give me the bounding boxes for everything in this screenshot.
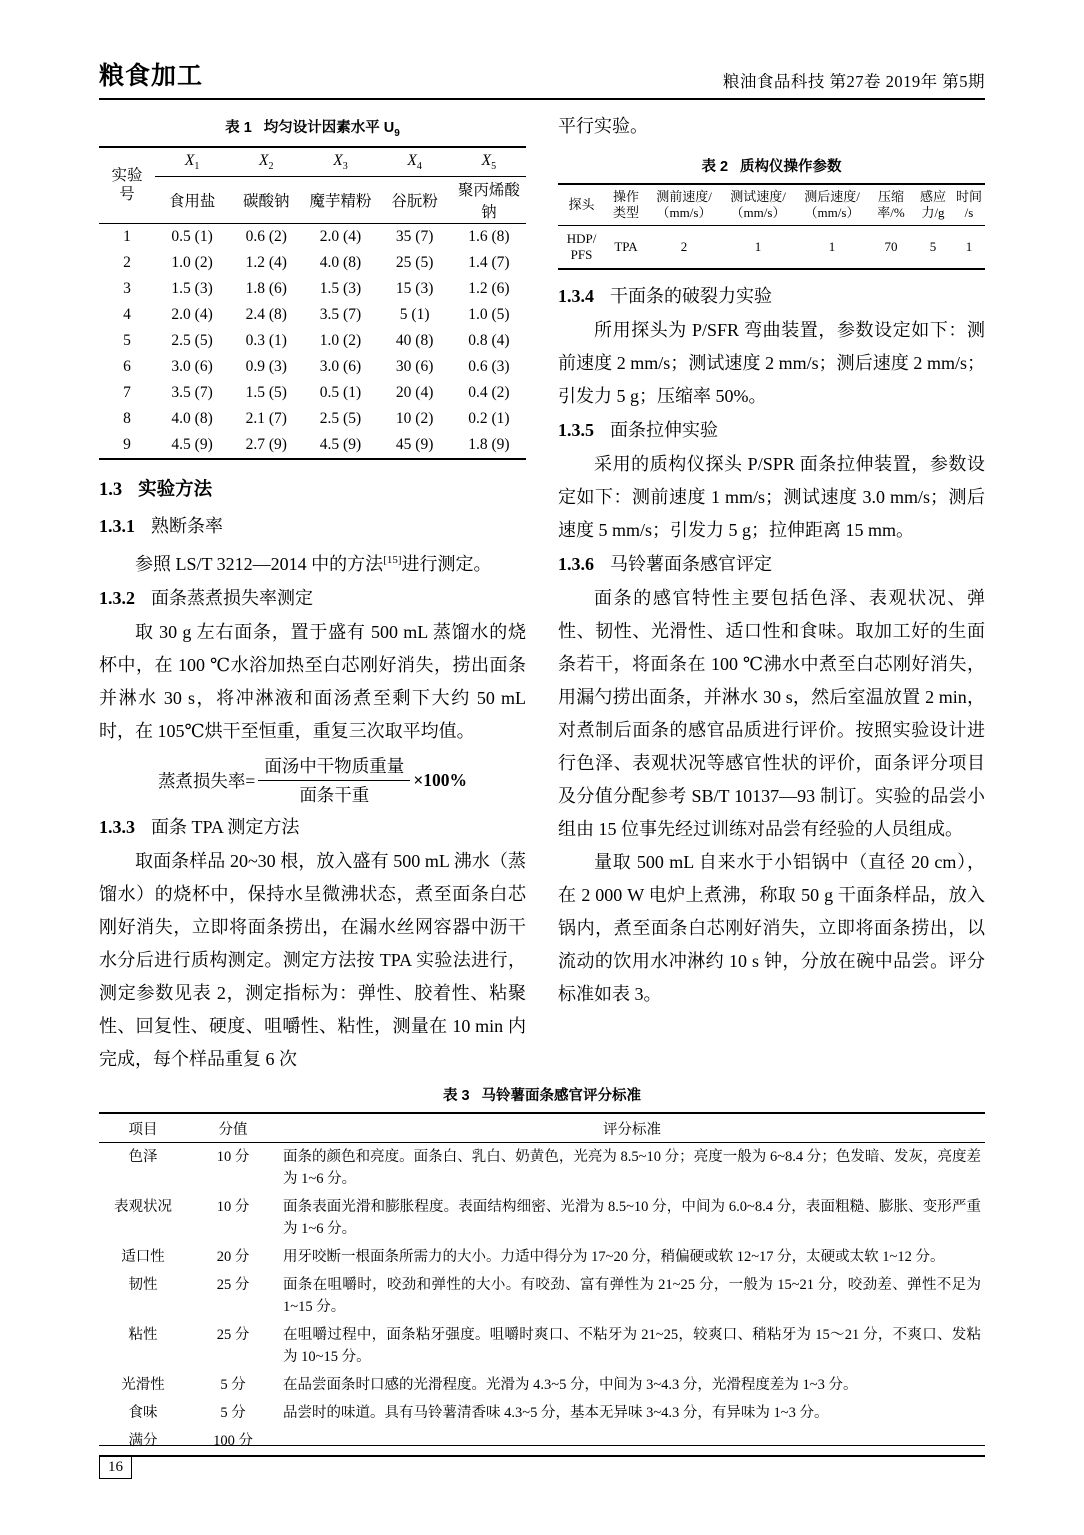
table3-header-score: 分值 — [187, 1113, 279, 1143]
table1-block — [99, 116, 526, 460]
table1-row-cell: 1.0 (5) — [468, 305, 510, 323]
section-number: 1.3.3 — [99, 816, 135, 837]
table3-header-criteria: 评分标准 — [279, 1113, 985, 1143]
table2-header-test-speed: 测试速度/ （mm/s） — [721, 184, 795, 226]
table1-row-cell: 0.5 (1) — [319, 383, 362, 401]
paragraph: 取面条样品 20~30 根，放入盛有 500 mL 沸水（蒸馏水）的烧杯中，保持水呈微沸状态，煮至面条白芯刚好消失，立即将面条捞出，在漏水丝网容器中沥干水分后进行质构测定。测定方法按 TPA 实验法进行，测定参数见表 2，测定指标为：弹性、胶着性、粘聚性、回复性、硬度、咀嚼性、粘性，测量在 10 min 内完成，每个样品重复 6 次 — [99, 850, 526, 1069]
table3-row-cell: 5 分 — [220, 1377, 246, 1393]
table1-row-cell: 1.0 (2) — [171, 253, 213, 271]
table3-row — [99, 1143, 985, 1194]
journal-issue-info: 粮油食品科技 第27卷 2019年 第5期 — [722, 72, 985, 91]
table3-row — [99, 1371, 985, 1399]
table2-cell: 2 — [680, 239, 688, 254]
table1-row-cell: 4.5 (9) — [319, 435, 362, 453]
table1-row-cell: 1.5 (5) — [245, 383, 287, 401]
table1-factor-soda: 碳酸钠 — [229, 176, 303, 223]
table3-row-cell: 25 分 — [216, 1327, 250, 1343]
table3-row-cell: 在咀嚼过程中，面条粘牙强度。咀嚼时爽口、不粘牙为 21~25，较爽口、稍粘牙为 15～21 分，不爽口、发粘为 10~15 分。 — [283, 1327, 981, 1365]
table1-row-cell: 8 — [123, 409, 131, 427]
table1-row-cell: 9 — [123, 435, 131, 453]
table1-header-x1: $X_1$ — [155, 147, 229, 177]
table2-cell-probe: HDP/ PFS — [566, 231, 597, 262]
table3-sensory-standard — [99, 1112, 985, 1457]
table1-row-cell: 2 — [123, 253, 131, 271]
table3-row-cell — [279, 1427, 985, 1456]
table3-row-cell: 用牙咬断一根面条所需力的大小。力适中得分为 17~20 分，稍偏硬或软 12~17 分，太硬或太软 1~12 分。 — [283, 1249, 945, 1265]
table3-row-cell: 100 分 — [213, 1433, 253, 1449]
section-number: 1.3.2 — [99, 587, 135, 608]
table3-row-cell: 粘性 — [128, 1327, 158, 1343]
section-title: 实验方法 — [138, 477, 213, 499]
table2-block — [558, 155, 985, 270]
table1-row-cell: 0.2 (1) — [468, 409, 510, 427]
formula-fraction — [258, 755, 410, 806]
table2-header-posttest-speed: 测后速度/ （mm/s） — [795, 184, 869, 226]
table1-row — [99, 223, 526, 250]
table2-caption: 表 2 质构仪操作参数 — [701, 159, 842, 175]
paragraph: 所用探头为 P/SFR 弯曲装置，参数设定如下：测前速度 2 mm/s；测试速度 2 mm/s；测后速度 2 mm/s；引发力 5 g；压缩率 50%。 — [558, 320, 985, 406]
table1-row-cell: 5 (1) — [399, 305, 430, 323]
paragraph: 量取 500 mL 自来水于小铝锅中（直径 20 cm），在 2 000 W 电炉上煮沸，称取 50 g 干面条样品，放入锅内，煮至面条白芯刚好消失，立即将面条捞出，以流动的饮用水冲淋约 10 s 钟，分放在碗中品尝。评分标准如表 3。 — [558, 852, 985, 1004]
table1-row-cell: 4.5 (9) — [171, 435, 213, 453]
section-heading-1.3 — [99, 472, 526, 507]
table2-texture-params — [558, 183, 985, 270]
table1-row — [99, 354, 526, 380]
table3-row — [99, 1427, 985, 1456]
table3-row-cell: 10 分 — [216, 1149, 250, 1165]
table1-row — [99, 250, 526, 276]
table3-row-cell: 表观状况 — [114, 1199, 172, 1215]
section-title: 面条 TPA 测定方法 — [151, 816, 300, 837]
table3-row-cell: 满分 — [128, 1433, 158, 1449]
paragraph: 采用的质构仪探头 P/SPR 面条拉伸装置，参数设定如下：测前速度 1 mm/s；测试速度 3.0 mm/s；测后速度 5 mm/s；引发力 5 g；拉伸距离 15 mm。 — [558, 454, 985, 540]
table3-row-cell: 25 分 — [216, 1277, 250, 1293]
table1-caption: 表 1 均匀设计因素水平 $U_9$ — [225, 120, 400, 139]
table3-row — [99, 1321, 985, 1371]
footer-rule — [99, 1445, 985, 1446]
formula-denominator: 面条干重 — [299, 784, 370, 805]
table1-row-cell: 7 — [123, 383, 131, 401]
table1-row-cell: 10 (2) — [395, 409, 434, 427]
table2-cell: 1 — [754, 239, 762, 254]
table1-header-expno: 实验 号 — [99, 147, 155, 224]
section-number: 1.3.1 — [99, 515, 135, 536]
table1-row — [99, 276, 526, 302]
table1-row-cell: 3.5 (7) — [319, 305, 362, 323]
section-heading-1.3.3 — [99, 811, 526, 844]
citation-marker: [15] — [383, 553, 402, 566]
formula-numerator: 面汤中干物质重量 — [258, 755, 410, 781]
table1-row-cell: 2.0 (4) — [319, 227, 362, 245]
table1-header-x2: $X_2$ — [229, 147, 303, 177]
table3-block — [99, 1078, 985, 1457]
section-heading-1.3.1 — [99, 510, 526, 543]
two-column-body — [99, 110, 985, 1074]
table3-row-cell: 面条的颜色和亮度。面条白、乳白、奶黄色，光亮为 8.5~10 分；亮度一般为 6~8.4 分；色发暗、发灰，亮度差为 1~6 分。 — [283, 1149, 981, 1187]
table3-row-cell: 10 分 — [216, 1199, 250, 1215]
table2-header-time: 时间 /s — [953, 184, 985, 226]
table1-row-cell: 35 (7) — [395, 227, 434, 245]
section-number: 1.3.5 — [558, 420, 594, 440]
table1-row — [99, 328, 526, 354]
table1-row-cell: 0.6 (2) — [245, 227, 287, 245]
table2-header-compression: 压缩 率/% — [869, 184, 913, 226]
table1-row-cell: 6 — [123, 357, 131, 375]
table1-row-cell: 0.9 (3) — [245, 357, 287, 375]
table1-row-cell: 4.0 (8) — [319, 253, 362, 271]
table1-row-cell: 2.5 (5) — [319, 409, 362, 427]
cooking-loss-formula — [99, 755, 526, 806]
table1-row-cell: 1.2 (4) — [245, 253, 287, 271]
section-title: 马铃薯面条感官评定 — [610, 554, 772, 574]
table1-row-cell: 0.5 (1) — [171, 227, 213, 245]
table1-row — [99, 432, 526, 459]
table1-row — [99, 302, 526, 328]
table1-row-cell: 3.0 (6) — [171, 357, 213, 375]
column-brand-title: 粮食加工 — [99, 62, 204, 90]
table1-row-cell: 45 (9) — [395, 435, 434, 453]
table1-row-cell: 3 — [123, 279, 131, 297]
table3-row — [99, 1193, 985, 1243]
table3-row-cell: 5 分 — [220, 1405, 246, 1421]
table1-row-cell: 1.2 (6) — [468, 279, 510, 297]
table1-factor-salt: 食用盐 — [155, 176, 229, 223]
table3-row-cell: 面条表面光滑和膨胀程度。表面结构细密、光滑为 8.5~10 分，中间为 6.0~8.4 分，表面粗糙、膨胀、变形严重为 1~6 分。 — [283, 1199, 981, 1237]
table1-row — [99, 406, 526, 432]
right-column — [558, 110, 985, 1074]
paragraph: 取 30 g 左右面条，置于盛有 500 mL 蒸馏水的烧杯中，在 100 ℃水浴加热至白芯刚好消失，捞出面条并淋水 30 s，将冲淋液和面汤煮至剩下大约 50 mL 时，在 105℃烘干至恒重，重复三次取平均值。 — [99, 621, 526, 741]
table1-row-cell: 1.0 (2) — [319, 331, 362, 349]
table3-row-cell: 品尝时的味道。具有马铃薯清香味 4.3~5 分，基本无异味 3~4.3 分，有异味为 1~3 分。 — [283, 1405, 829, 1421]
section-heading-1.3.2 — [99, 582, 526, 615]
section-title: 面条拉伸实验 — [610, 420, 718, 440]
table1-factor-gluten: 谷朊粉 — [378, 176, 452, 223]
section-heading-1.3.6 — [558, 548, 985, 581]
table1-factor-polyacrylate: 聚丙烯酸钠 — [452, 176, 526, 223]
table1-factor-konjac: 魔芋精粉 — [303, 176, 377, 223]
table3-row-cell: 食味 — [128, 1405, 158, 1421]
section-number: 1.3.4 — [558, 286, 594, 306]
table1-row-cell: 0.6 (3) — [468, 357, 510, 375]
paragraph: 面条的感官特性主要包括色泽、表观状况、弹性、韧性、光滑性、适口性和食味。取加工好的生面条若干，将面条在 100 ℃沸水中煮至白芯刚好消失，用漏勺捞出面条，并淋水 30 s，然后室温放置 2 min，对煮制后面条的感官品质进行评价。按照实验设计进行色泽、表观状况等感官性状的评价，面条评分项目及分值分配参考 SB/T 10137—93 制订。实验的品尝小组由 15 位事先经过训练对品尝有经验的人员组成。 — [558, 588, 985, 839]
table1-row-cell: 1.4 (7) — [468, 253, 510, 271]
table2-cell: TPA — [614, 239, 638, 254]
table3-caption: 表 3 马铃薯面条感官评分标准 — [442, 1088, 642, 1104]
table3-row-cell: 韧性 — [128, 1277, 158, 1293]
section-number: 1.3.6 — [558, 554, 594, 574]
table1-row-cell: 0.4 (2) — [468, 383, 510, 401]
table1-row-cell: 3.0 (6) — [319, 357, 362, 375]
left-column — [99, 110, 526, 1074]
table3-row-cell: 面条在咀嚼时，咬劲和弹性的大小。有咬劲、富有弹性为 21~25 分，一般为 15~21 分，咬劲差、弹性不足为 1~15 分。 — [283, 1277, 981, 1315]
table1-row-cell: 40 (8) — [395, 331, 434, 349]
table2-row — [558, 226, 985, 270]
section-title: 干面条的破裂力实验 — [610, 286, 772, 306]
table1-row-cell: 4 — [123, 305, 131, 323]
table1-row-cell: 1.6 (8) — [468, 227, 510, 245]
table3-row — [99, 1243, 985, 1271]
table1-header-x5: $X_5$ — [452, 147, 526, 177]
table2-cell: 5 — [929, 239, 937, 254]
formula-rhs: ×100% — [413, 769, 468, 790]
table1-row-cell: 1.8 (6) — [245, 279, 287, 297]
table2-cell: 1 — [965, 239, 973, 254]
page-number: 16 — [99, 1456, 132, 1479]
table3-row-cell: 适口性 — [121, 1249, 165, 1265]
table1-row — [99, 380, 526, 406]
right-sections — [558, 280, 985, 1011]
section-number: 1.3 — [99, 479, 123, 500]
section-title: 面条蒸煮损失率测定 — [151, 587, 313, 608]
table2-cell: 70 — [884, 239, 898, 254]
section-heading-1.3.5 — [558, 414, 985, 447]
table1-row-cell: 4.0 (8) — [171, 409, 213, 427]
table3-row — [99, 1271, 985, 1321]
table2-header-mode: 操作 类型 — [605, 184, 647, 226]
table1-row-cell: 2.7 (9) — [245, 435, 287, 453]
section-heading-1.3.4 — [558, 280, 985, 313]
table1-row-cell: 1.5 (3) — [171, 279, 213, 297]
paragraph-with-reference: 参照 LS/T 3212—2014 中的方法[15]进行测定。 — [135, 553, 492, 574]
table1-header-x4: $X_4$ — [378, 147, 452, 177]
table1-row-cell: 0.8 (4) — [468, 331, 510, 349]
table3-row-cell: 在品尝面条时口感的光滑程度。光滑为 4.3~5 分，中间为 3~4.3 分，光滑程度差为 1~3 分。 — [283, 1377, 858, 1393]
table1-row-cell: 2.0 (4) — [171, 305, 213, 323]
table1-row-cell: 25 (5) — [395, 253, 434, 271]
table1-row-cell: 15 (3) — [395, 279, 434, 297]
table2-header-pretest-speed: 测前速度/ （mm/s） — [647, 184, 721, 226]
table1-uniform-design — [99, 146, 526, 460]
table1-row-cell: 3.5 (7) — [171, 383, 213, 401]
table1-row-cell: 1.8 (9) — [468, 435, 510, 453]
table1-row-cell: 2.4 (8) — [245, 305, 287, 323]
section-title: 熟断条率 — [151, 515, 223, 536]
formula-lhs: 蒸煮损失率= — [157, 770, 256, 791]
page-header — [99, 56, 985, 100]
table1-row-cell: 2.5 (5) — [171, 331, 213, 349]
table2-header-trigger-force: 感应 力/g — [913, 184, 953, 226]
table3-header-item: 项目 — [99, 1113, 187, 1143]
continuation-paragraph: 平行实验。 — [558, 116, 648, 136]
table1-row-cell: 2.1 (7) — [245, 409, 287, 427]
table2-cell: 1 — [828, 239, 836, 254]
table1-row-cell: 5 — [123, 331, 131, 349]
table3-row-cell: 色泽 — [128, 1149, 158, 1165]
table1-row-cell: 1 — [123, 227, 131, 245]
table3-row — [99, 1399, 985, 1427]
table1-row-cell: 30 (6) — [395, 357, 434, 375]
table1-row-cell: 0.3 (1) — [245, 331, 287, 349]
table3-row-cell: 20 分 — [216, 1249, 250, 1265]
table3-row-cell: 光滑性 — [121, 1377, 165, 1393]
table1-row-cell: 20 (4) — [395, 383, 434, 401]
table1-row-cell: 1.5 (3) — [319, 279, 362, 297]
table2-header-probe: 探头 — [558, 184, 605, 226]
left-sections — [99, 472, 526, 1074]
table1-header-x3: $X_3$ — [303, 147, 377, 177]
